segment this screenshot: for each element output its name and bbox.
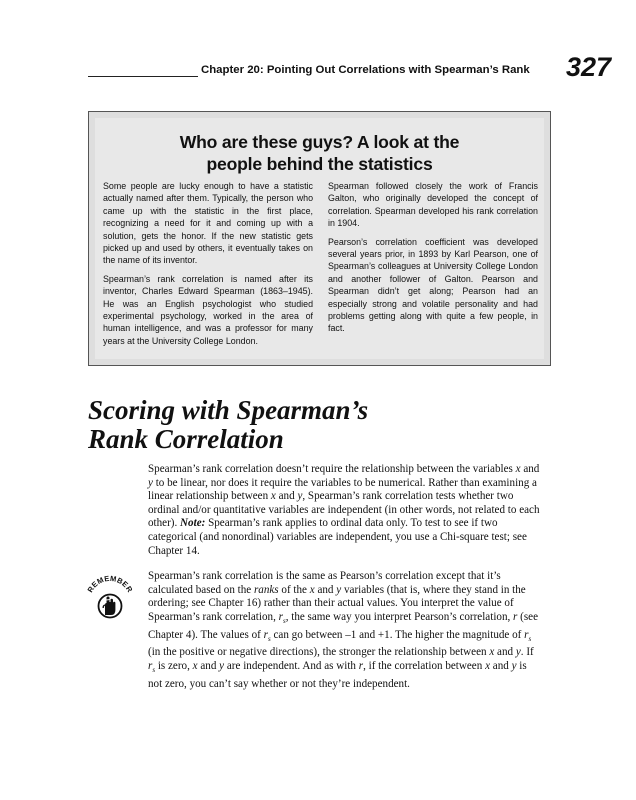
section-heading-line-2: Rank Correlation <box>88 424 284 454</box>
sidebar-paragraph: Some people are lucky enough to have a statistic actually named after them. Typically, the person who came up with the statistic in the first place, recognizing a need for it and coming up with a solution, gets the honor. If the new statistic gets picked up and used by others, it eventually takes on the name of its inventor. <box>103 181 313 266</box>
running-header-chapter-title: Chapter 20: Pointing Out Correlations with Spearman’s Rank <box>201 64 530 76</box>
page-number: 327 <box>566 52 612 82</box>
body-paragraph-1: Spearman’s rank correlation doesn’t require the relationship between the variables x and y to be linear, nor does it require the variables to be numerical. Rather than examining a linear relationship between x and y, Spearman’s rank correlation tests whether two ordinal and/or quantitative variables are independent (in other words, not related to each other). Note: Spearman’s rank applies to ordinal data only. To test to see if two categorical (and nonordinal) variables are independent, you use a Chi-square test; see Chapter 14. <box>148 463 540 557</box>
sidebar-paragraph: Spearman followed closely the work of Francis Galton, who originally developed the concept of correlation. Spearman developed his rank correlation in 1904. <box>328 181 538 229</box>
remember-icon <box>82 570 138 626</box>
sidebar-title <box>95 131 544 175</box>
sidebar-box <box>88 111 551 366</box>
sidebar-left-column <box>103 180 313 353</box>
sidebar-paragraph: Pearson’s correlation coefficient was developed several years prior, in 1893 by Karl Pearson, one of Spearman’s colleagues at University College London and another follower of Galton. Pearson and Spearman didn’t get along; Pearson had an especially strong and volatile personality and had problems getting along with quite a few people, in fact. <box>328 236 538 334</box>
svg-text:REMEMBER: REMEMBER <box>85 573 135 595</box>
note-label: Note: <box>180 517 206 530</box>
header-rule <box>88 76 198 77</box>
sidebar-title-line-1: Who are these guys? A look at the <box>179 132 460 152</box>
sidebar-paragraph: Spearman’s rank correlation is named after its inventor, Charles Edward Spearman (1863–1945). He was an English psychologist who studied experimental psychology, worked in the area of human intelligence, and was a professor for many years at the University College London. <box>103 273 313 346</box>
sidebar-title-line-2: people behind the statistics <box>206 154 433 174</box>
body-paragraph-2: Spearman’s rank correlation is the same as Pearson’s correlation except that it’s calculated based on the ranks of the x and y variables (that is, where they stand in the ordering; see Chapter 16) rather than their actual values. You interpret the value of Spearman’s rank correlation, $r_s$, the same way you interpret Pearson’s correlation, r (see Chapter 4). The values of $r_s$ can go between –1 and +1. The higher the magnitude of $r_s$ (in the positive or negative directions), the stronger the relationship between x and y. If $r_s$ is zero, x and y are independent. And as with r, if the correlation between x and y is not zero, you can’t say whether or not they’re independent. <box>148 570 539 690</box>
sidebar-panel <box>95 118 544 359</box>
sidebar-right-column <box>328 180 538 341</box>
section-heading-line-1: Scoring with Spearman’s <box>88 395 369 425</box>
section-heading <box>88 396 368 454</box>
